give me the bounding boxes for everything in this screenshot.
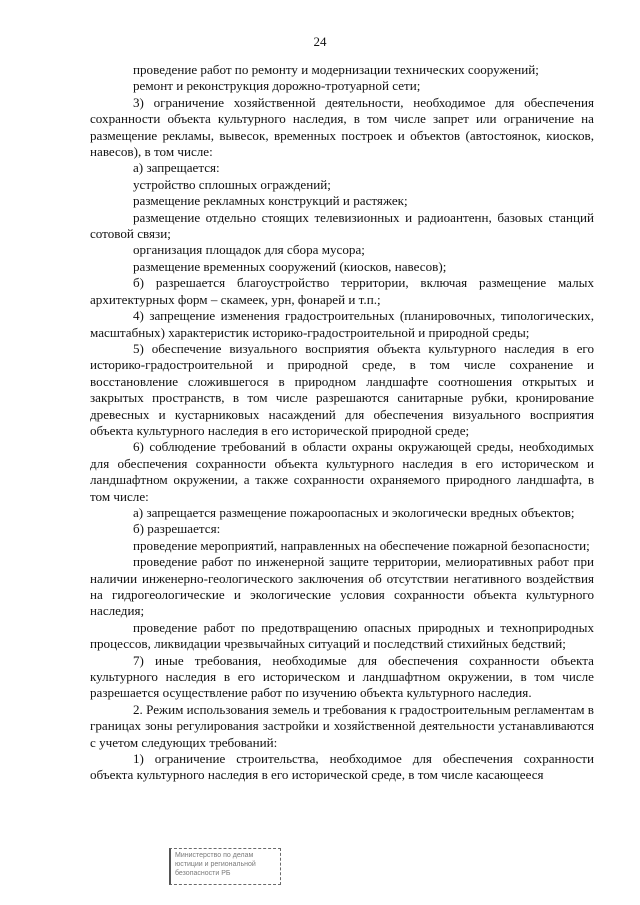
paragraph: 1) ограничение строительства, необходимое для обеспечения сохранности объекта культурного наследия в его исторической среде, в том числе касающееся xyxy=(90,751,594,783)
document-body xyxy=(90,62,594,784)
paragraph: а) запрещается размещение пожароопасных и экологически вредных объектов; xyxy=(133,504,575,520)
registration-stamp xyxy=(169,848,281,885)
paragraph: б) разрешается: xyxy=(133,521,221,537)
paragraph: 3) ограничение хозяйственной деятельности, необходимое для обеспечения сохранности объекта культурного наследия, в том числе запрет или ограничение на размещение рекламы, вывесок, временных построек и объектов (автостоянок, киосков, навесов), в том числе: xyxy=(90,94,594,160)
paragraph: 2. Режим использования земель и требования к градостроительным регламентам в границах зоны регулирования застройки и хозяйственной деятельности устанавливаются с учетом следующих требований: xyxy=(90,701,594,750)
stamp-line: юстиции и региональной xyxy=(175,861,256,868)
paragraph: 4) запрещение изменения градостроительных (планировочных, типологических, масштабных) характеристик историко-градостроительной и природной среды; xyxy=(90,308,594,340)
paragraph: размещение рекламных конструкций и растяжек; xyxy=(133,193,408,209)
paragraph: организация площадок для сбора мусора; xyxy=(133,242,365,258)
stamp-line: безопасности РБ xyxy=(175,870,231,877)
paragraph: проведение мероприятий, направленных на обеспечение пожарной безопасности; xyxy=(133,537,590,553)
paragraph: размещение временных сооружений (киосков, навесов); xyxy=(133,258,447,274)
paragraph: ремонт и реконструкция дорожно-тротуарной сети; xyxy=(133,78,421,94)
paragraph: б) разрешается благоустройство территории, включая размещение малых архитектурных форм – скамеек, урн, фонарей и т.п.; xyxy=(90,275,594,307)
paragraph: проведение работ по предотвращению опасных природных и технoприродных процессов, ликвидации чрезвычайных ситуаций и последствий стихийных бедствий; xyxy=(90,619,594,652)
paragraph: размещение отдельно стоящих телевизионных и радиоантенн, базовых станций сотовой связи; xyxy=(90,209,594,242)
paragraph: 5) обеспечение визуального восприятия объекта культурного наследия в его историко-градостроительной и природной среде, в том числе сохранение и восстановление сложившегося в природном ландшафте соотношения открытых и закрытых пространств, в том числе разрешаются санитарные рубки, кронирование древесных и кустарниковых насаждений для обеспечения визуального восприятия объекта культурного наследия в его исторической природной среде; xyxy=(90,340,594,438)
page-number: 24 xyxy=(313,34,327,49)
paragraph: проведение работ по инженерной защите территории, мелиоративных работ при наличии инженерно-геологического заключения об отсутствии негативного воздействия на гидрогеологические и экологические условия сохранности объекта культурного наследия; xyxy=(90,554,594,619)
paragraph: 7) иные требования, необходимые для обеспечения сохранности объекта культурного наследия в его историческом и ландшафтном окружении, в том числе разрешается осуществление работ по изучению объекта культурного наследия. xyxy=(90,652,594,701)
paragraph: проведение работ по ремонту и модернизации технических сооружений; xyxy=(133,62,539,77)
stamp-line: Министерство по делам xyxy=(175,852,254,859)
paragraph: 6) соблюдение требований в области охраны окружающей среды, необходимых для обеспечения сохранности объекта культурного наследия в его историческом и ландшафтном окружении, а также сохранности охраняемого природного ландшафта, в том числе: xyxy=(90,439,594,504)
paragraph: устройство сплошных ограждений; xyxy=(133,176,331,192)
paragraph: а) запрещается: xyxy=(133,160,220,176)
